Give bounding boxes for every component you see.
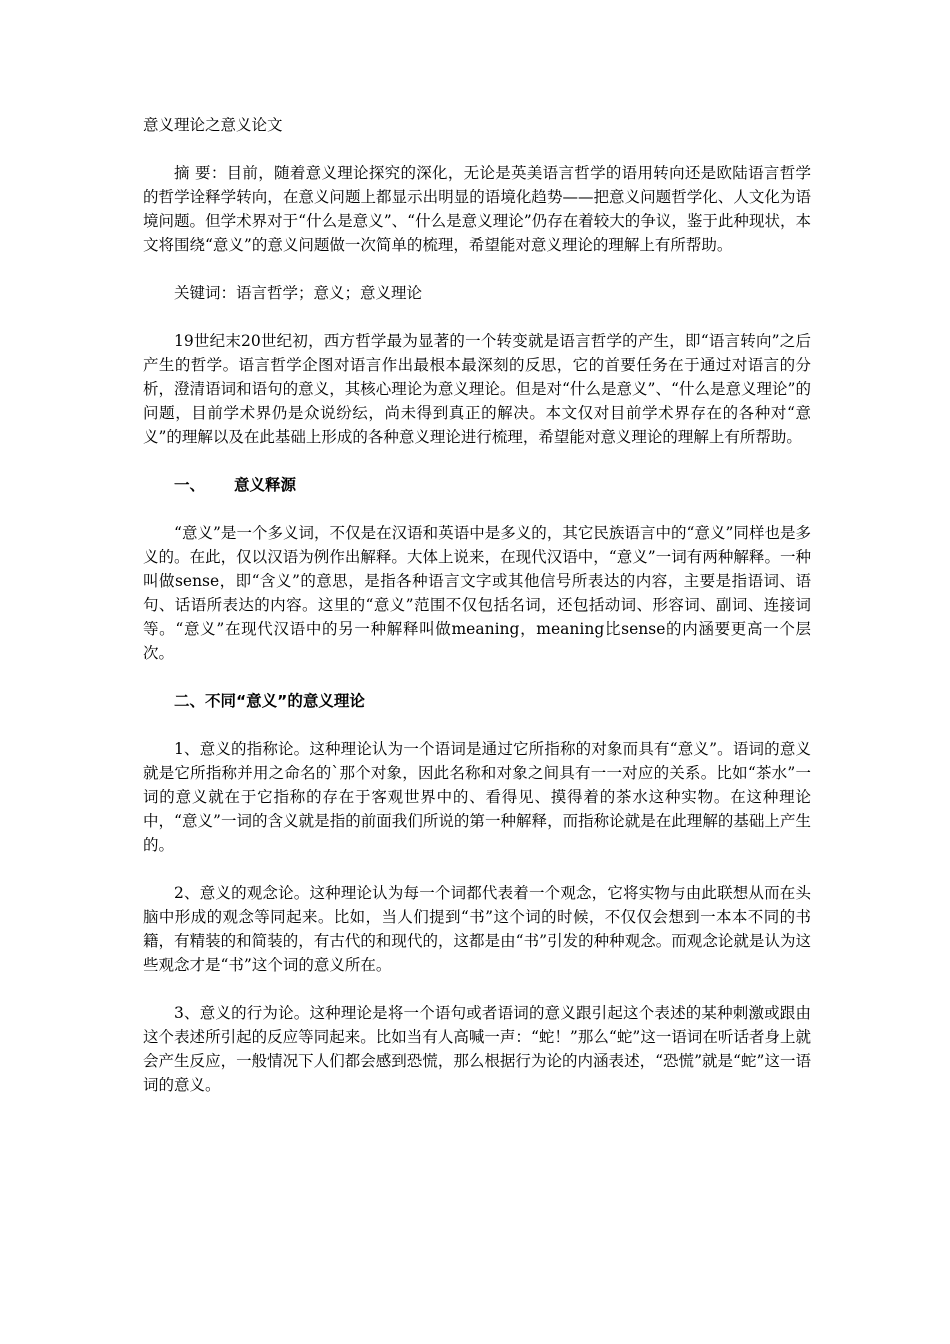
section-2-paragraph-3: 3、意义的行为论。这种理论是将一个语句或者语词的意义跟引起这个表述的某种刺激或跟由这个表述所引起的反应等同起来。比如当有人高喊一声：“蛇！”那么“蛇”这一语词在听话者身上就会产生反应，一般情况下人们都会感到恐慌，那么根据行为论的内涵表述，“恐慌”就是“蛇”这一语词的意义。 (143, 1004, 811, 1094)
section-2-paragraph-1: 1、意义的指称论。这种理论认为一个语词是通过它所指称的对象而具有“意义”。语词的意义就是它所指称并用之命名的`那个对象，因此名称和对象之间具有一一对应的关系。比如“茶水”一词的意义就在于它指称的存在于客观世界中的、看得见、摸得着的茶水这种实物。在这种理论中，“意义”一词的含义就是指的前面我们所说的第一种解释，而指称论就是在此理解的基础上产生的。 (143, 740, 811, 854)
section-1-heading (143, 473, 811, 497)
keywords-paragraph: 关键词：语言哲学；意义；意义理论 (174, 284, 423, 302)
intro-paragraph: 19世纪末20世纪初，西方哲学最为显著的一个转变就是语言哲学的产生，即“语言转向”之后产生的哲学。语言哲学企图对语言作出最根本最深刻的反思，它的首要任务在于通过对语言的分析，澄清语词和语句的意义，其核心理论为意义理论。但是对“什么是意义”、“什么是意义理论”的问题，目前学术界仍是众说纷纭，尚未得到真正的解决。本文仅对目前学术界存在的各种对“意义”的理解以及在此基础上形成的各种意义理论进行梳理，希望能对意义理论的理解上有所帮助。 (143, 332, 811, 446)
document-page (143, 113, 811, 1121)
section-2-heading: 二、不同“意义”的意义理论 (174, 692, 365, 710)
abstract-paragraph: 摘 要：目前，随着意义理论探究的深化，无论是英美语言哲学的语用转向还是欧陆语言哲学的哲学诠释学转向，在意义问题上都显示出明显的语境化趋势——把意义问题哲学化、人文化为语境问题。但学术界对于“什么是意义”、“什么是意义理论”仍存在着较大的争议，鉴于此种现状，本文将围绕“意义”的意义问题做一次简单的梳理，希望能对意义理论的理解上有所帮助。 (143, 164, 811, 254)
section-2-paragraph-2: 2、意义的观念论。这种理论认为每一个词都代表着一个观念，它将实物与由此联想从而在头脑中形成的观念等同起来。比如，当人们提到“书”这个词的时候，不仅仅会想到一本本不同的书籍，有精装的和简装的，有古代的和现代的，这都是由“书”引发的种种观念。而观念论就是认为这些观念才是“书”这个词的意义所在。 (143, 884, 811, 974)
section-1-title: 意义释源 (234, 476, 297, 494)
document-title: 意义理论之意义论文 (143, 116, 283, 134)
section-1-body: “意义”是一个多义词，不仅是在汉语和英语中是多义的，其它民族语言中的“意义”同样也是多义的。在此，仅以汉语为例作出解释。大体上说来，在现代汉语中，“意义”一词有两种解释。一种叫做sense，即“含义”的意思，是指各种语言文字或其他信号所表达的内容，主要是指语词、语句、话语所表达的内容。这里的“意义”范围不仅包括名词，还包括动词、形容词、副词、连接词等。“意义”在现代汉语中的另一种解释叫做meaning，meaning比sense的内涵要更高一个层次。 (143, 524, 811, 662)
section-1-number: 一、 (174, 476, 206, 494)
